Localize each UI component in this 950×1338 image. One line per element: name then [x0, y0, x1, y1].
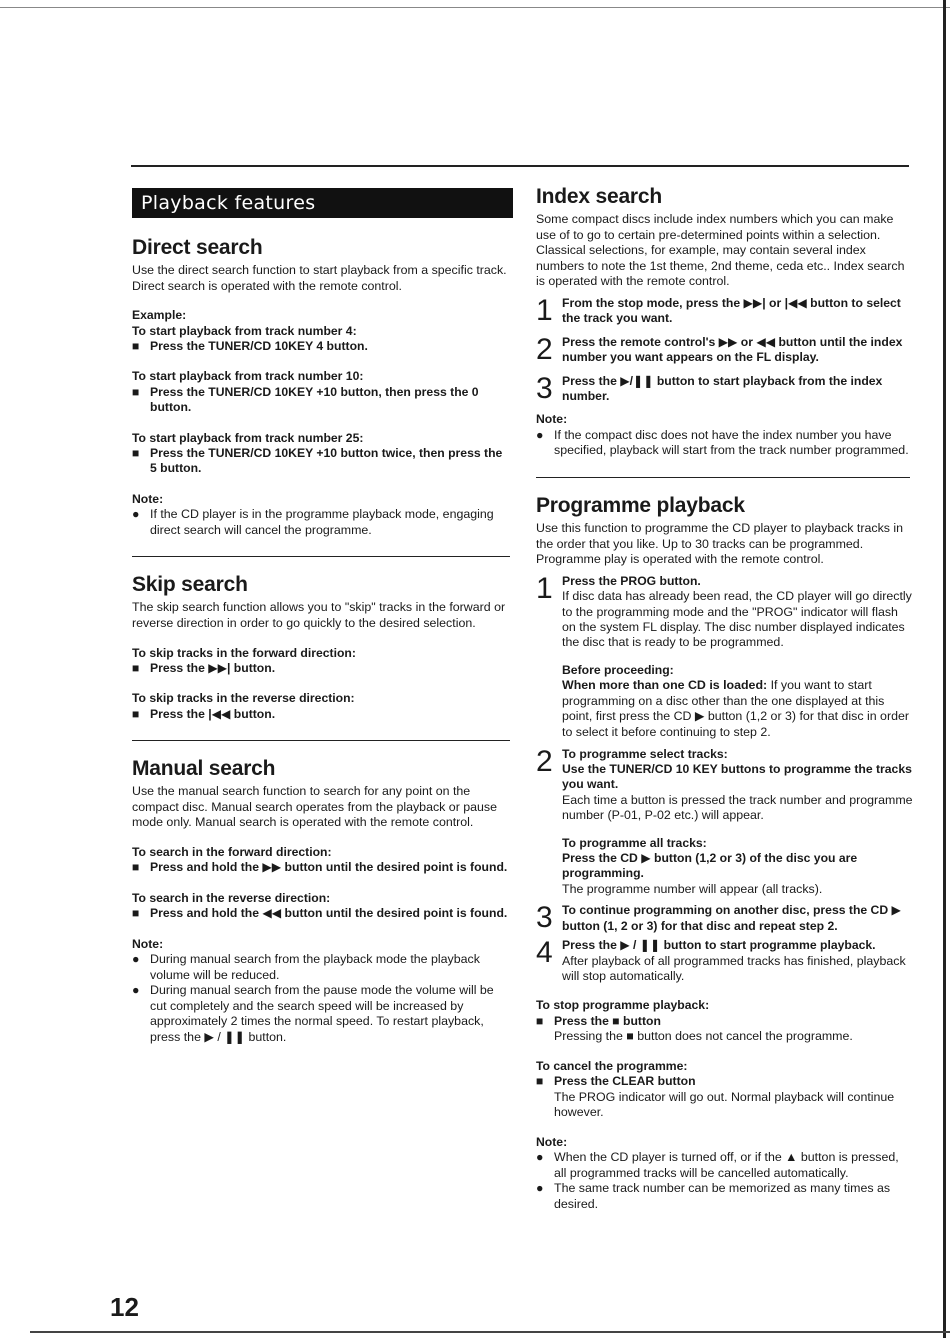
before-proceeding: Before proceeding: When more than one CD is loaded: If you want to start programming on a disc other than the one displayed at this point, first press the CD ▶ button (1,2 or 3) for that disc in order to select it before continuing to step 2. — [562, 662, 909, 739]
example1-heading: To start playback from track number 4: — [132, 323, 357, 338]
square-bullet-icon: ■ — [132, 339, 140, 353]
section-divider — [132, 740, 510, 741]
square-bullet-icon: ■ — [132, 446, 140, 461]
step-number: 2 — [536, 744, 553, 778]
example1-step: ■ Press the TUNER/CD 10KEY 4 button. — [132, 339, 368, 353]
direct-note-label: Note: — [132, 491, 164, 506]
bottom-border-rule — [30, 1331, 950, 1333]
square-bullet-icon: ■ — [132, 906, 140, 921]
programme-step-4: 4 Press the ▶ / ❚❚ button to start programme playback. After playback of all programmed tracks has finished, playback will stop automatically. — [536, 936, 906, 984]
skip-reverse-step: ■ Press the |◀◀ button. — [132, 706, 276, 721]
step-number: 3 — [536, 901, 553, 935]
programme-step-2: 2 To programme select tracks: Use the TUNER/CD 10 KEY buttons to programme the tracks you want. Each time a button is pressed the track number and programme number (P-01, P-02 etc.) will appear. — [536, 744, 913, 823]
section-divider — [536, 477, 910, 478]
manual-forward-heading: To search in the forward direction: — [132, 845, 332, 860]
header-rule — [131, 165, 909, 167]
skip-search-body: The skip search function allows you to "skip" tracks in the forward or reverse direction in order to go quickly to the desired selection. — [132, 600, 506, 631]
index-note: ● If the compact disc does not have the index number you have specified, playback will start from the track number programmed. — [536, 427, 909, 458]
skip-reverse-heading: To skip tracks in the reverse direction: — [132, 691, 355, 706]
cancel-programme-body: The PROG indicator will go out. Normal playback will continue however. — [554, 1089, 895, 1120]
programme-note-2: ● The same track number can be memorized as many times as desired. — [536, 1181, 891, 1212]
top-border-rule — [0, 7, 950, 8]
index-step-1: 1 From the stop mode, press the ▶▶| or |◀◀ button to select the track you want. — [536, 293, 901, 327]
round-bullet-icon: ● — [536, 427, 544, 442]
square-bullet-icon: ■ — [132, 384, 140, 399]
index-search-title: Index search — [536, 185, 662, 208]
step-number: 1 — [536, 571, 553, 605]
programme-step-3: 3 To continue programming on another disc, press the CD ▶ button (1, 2 or 3) for that disc and repeat step 2. — [536, 901, 901, 935]
right-edge-bar — [943, 0, 946, 1338]
direct-search-body: Use the direct search function to start playback from a specific track. Direct search is operated with the remote control. — [132, 263, 507, 293]
stop-programme-step: ■ Press the ■ button — [536, 1013, 661, 1028]
right-column — [536, 185, 914, 1213]
round-bullet-icon: ● — [132, 507, 140, 522]
step-number: 1 — [536, 293, 553, 327]
skip-forward-step: ■ Press the ▶▶| button. — [132, 661, 276, 676]
stop-programme-heading: To stop programme playback: — [536, 998, 710, 1013]
manual-search-title: Manual search — [132, 757, 276, 781]
step-number: 4 — [536, 936, 553, 970]
section-banner: Playback features — [132, 188, 513, 218]
example3-step: ■ Press the TUNER/CD 10KEY +10 button twice, then press the 5 button. — [132, 446, 503, 476]
manual-reverse-heading: To search in the reverse direction: — [132, 890, 331, 905]
manual-note-1: ● During manual search from the playback mode the playback volume will be reduced. — [132, 952, 480, 982]
index-search-body-1: Some compact discs include index numbers which you can make use of to go to certain pre-determined points within a selection. — [536, 212, 894, 242]
square-bullet-icon: ■ — [132, 706, 140, 721]
programme-step-1: 1 Press the PROG button. If disc data has already been read, the CD player will go directly to the programming mode and the "PROG" indicator will flash on the system FL display. The disc number displayed indicates the disc that is ready to be programmed. — [536, 571, 912, 650]
section-divider — [132, 556, 510, 557]
manual-reverse-step: ■ Press and hold the ◀◀ button until the desired point is found. — [132, 906, 508, 921]
programme-note-1: ● When the CD player is turned off, or if the ▲ button is pressed, all programmed tracks will be cancelled automatically. — [536, 1150, 899, 1180]
direct-search-title: Direct search — [132, 236, 263, 259]
square-bullet-icon: ■ — [536, 1013, 544, 1028]
left-column — [132, 188, 510, 1046]
index-step-3: 3 Press the ▶/❚❚ button to start playback from the index number. — [536, 371, 883, 405]
example2-heading: To start playback from track number 10: — [132, 369, 364, 384]
example2-step: ■ Press the TUNER/CD 10KEY +10 button, then press the 0 button. — [132, 384, 479, 415]
direct-note: ● If the CD player is in the programme playback mode, engaging direct search will cancel the programme. — [132, 507, 494, 537]
programme-all-tracks: To programme all tracks: Press the CD ▶ button (1,2 or 3) of the disc you are programming. The programme number will appear (all tracks). — [562, 835, 858, 896]
square-bullet-icon: ■ — [132, 860, 140, 875]
step-number: 2 — [536, 332, 553, 366]
square-bullet-icon: ■ — [536, 1074, 544, 1089]
example-label: Example: — [132, 308, 187, 323]
page-number: 12 — [110, 1292, 139, 1322]
index-note-label: Note: — [536, 412, 568, 427]
programme-playback-title: Programme playback — [536, 494, 745, 517]
round-bullet-icon: ● — [536, 1150, 544, 1165]
round-bullet-icon: ● — [132, 952, 140, 967]
stop-programme-body: Pressing the ■ button does not cancel the programme. — [554, 1029, 853, 1044]
square-bullet-icon: ■ — [132, 661, 140, 676]
example3-heading: To start playback from track number 25: — [132, 430, 364, 445]
round-bullet-icon: ● — [132, 983, 140, 998]
skip-search-title: Skip search — [132, 573, 248, 597]
cancel-programme-heading: To cancel the programme: — [536, 1058, 688, 1073]
skip-forward-heading: To skip tracks in the forward direction: — [132, 645, 356, 660]
programme-playback-body: Use this function to programme the CD player to playback tracks in the order that you like. Up to 30 tracks can be programmed. Programme play is operated with the remote control. — [536, 521, 904, 567]
index-step-2: 2 Press the remote control's ▶▶ or ◀◀ button until the index number you want appears on the FL display. — [536, 332, 903, 366]
manual-note-label: Note: — [132, 936, 164, 951]
step-number: 3 — [536, 371, 553, 405]
cancel-programme-step: ■ Press the CLEAR button — [536, 1074, 696, 1089]
manual-note-2: ● During manual search from the pause mode the volume will be cut completely and the search speed will be increased by approximately 2 times the normal speed. To restart playback, press the ▶ / ❚❚ button. — [132, 983, 494, 1045]
programme-note-label: Note: — [536, 1134, 568, 1149]
index-search-body-2: Classical selections, for example, may contain several index numbers to note the 1st theme, 2nd theme, ceda etc.. Index search is operated with the remote control. — [536, 243, 905, 289]
round-bullet-icon: ● — [536, 1181, 544, 1196]
manual-forward-step: ■ Press and hold the ▶▶ button until the desired point is found. — [132, 860, 508, 875]
manual-search-body: Use the manual search function to search for any point on the compact disc. Manual search operates from the playback or pause mode only. Manual search is operated with the remote control. — [132, 784, 498, 830]
